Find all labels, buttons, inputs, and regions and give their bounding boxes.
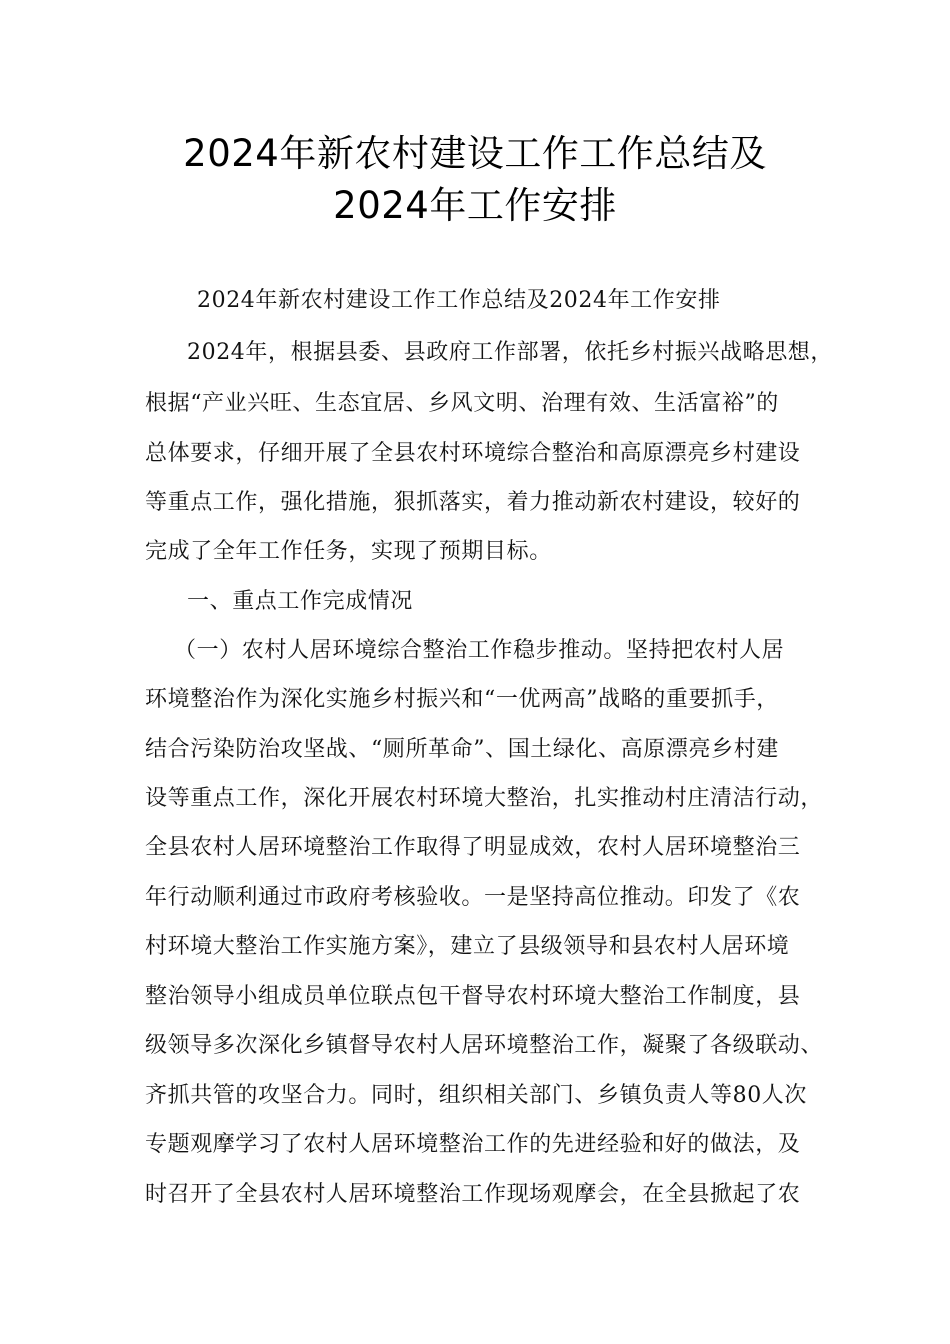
paragraph-line: 根据“产业兴旺、生态宜居、乡风文明、治理有效、生活富裕”的 <box>145 391 779 416</box>
paragraph-line: 全县农村人居环境整治工作取得了明显成效，农村人居环境整治三 <box>145 835 801 860</box>
paragraph-line: 完成了全年工作任务，实现了预期目标。 <box>145 539 552 564</box>
paragraph-line: 结合污染防治攻坚战、“厕所革命”、国土绿化、高原漂亮乡村建 <box>145 737 779 762</box>
paragraph-line: （一）农村人居环境综合整治工作稳步推动。坚持把农村人居 <box>174 638 785 663</box>
paragraph-line: 专题观摩学习了农村人居环境整治工作的先进经验和好的做法，及 <box>145 1132 801 1157</box>
document-title-line-1: 2024年新农村建设工作工作总结及 <box>183 132 767 175</box>
paragraph-line: 设等重点工作，深化开展农村环境大整治，扎实推动村庄清洁行动， <box>145 786 824 811</box>
paragraph-line: 环境整治作为深化实施乡村振兴和“一优两高”战略的重要抓手， <box>145 687 779 712</box>
paragraph-line: 时召开了全县农村人居环境整治工作现场观摩会，在全县掀起了农 <box>145 1182 801 1207</box>
section-heading: 一、重点工作完成情况 <box>187 589 414 614</box>
paragraph-line: 等重点工作，强化措施，狠抓落实，着力推动新农村建设，较好的 <box>145 490 801 515</box>
paragraph-line: 齐抓共管的攻坚合力。同时，组织相关部门、乡镇负责人等80人次 <box>145 1083 807 1108</box>
document-title-line-2: 2024年工作安排 <box>333 184 617 227</box>
paragraph-line: 村环境大整治工作实施方案》，建立了县级领导和县农村人居环境 <box>145 934 790 959</box>
paragraph-line: 2024年，根据县委、县政府工作部署，依托乡村振兴战略思想， <box>187 340 833 365</box>
paragraph-line: 整治领导小组成员单位联点包干督导农村环境大整治工作制度，县 <box>145 984 801 1009</box>
document-subtitle: 2024年新农村建设工作工作总结及2024年工作安排 <box>197 288 721 313</box>
paragraph-line: 总体要求，仔细开展了全县农村环境综合整治和高原漂亮乡村建设 <box>145 441 801 466</box>
paragraph-line: 级领导多次深化乡镇督导农村人居环境整治工作，凝聚了各级联动、 <box>145 1033 824 1058</box>
paragraph-line: 年行动顺利通过市政府考核验收。一是坚持高位推动。印发了《农 <box>145 885 801 910</box>
